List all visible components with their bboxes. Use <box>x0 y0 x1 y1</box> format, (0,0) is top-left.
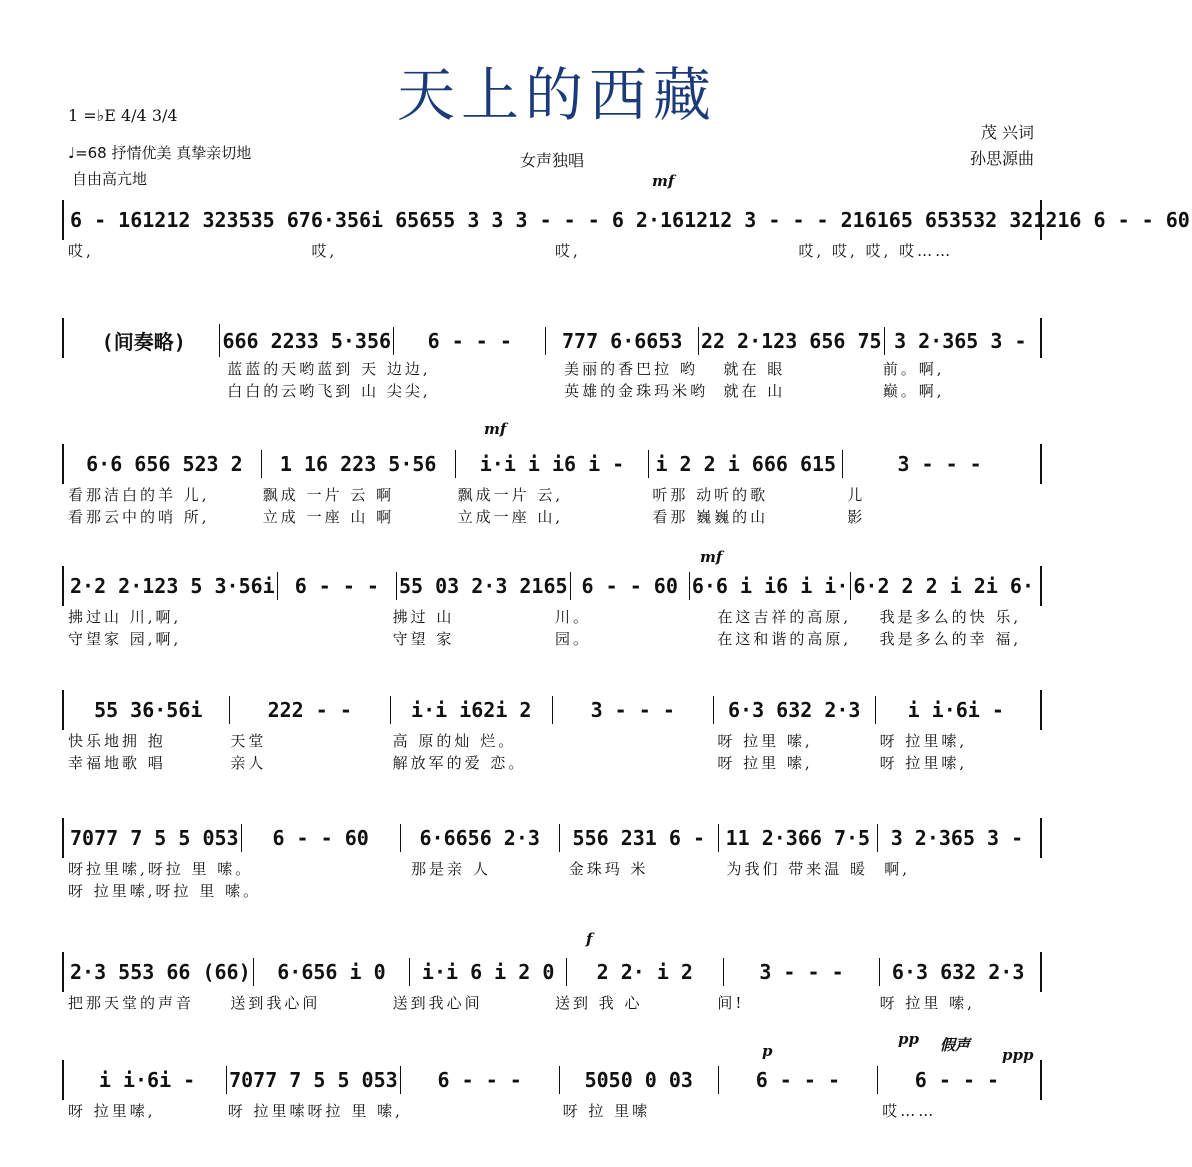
lyric-segment <box>722 1100 882 1122</box>
measure: i 2 2 i 666 615 <box>649 450 843 478</box>
lyric-segment: 飘成一片 云, <box>457 486 564 504</box>
lyric-segment <box>555 730 717 752</box>
dynamic-marking: 假声 <box>940 1036 971 1054</box>
measure: 2·2 2·123 5 3·56i <box>68 572 278 600</box>
dynamic-marking: mf <box>652 172 675 190</box>
lyric-segment: 间! <box>717 994 745 1012</box>
measure: 222 - - <box>230 696 392 724</box>
lyric-segment: 为我们 带来温 暖 <box>726 860 869 878</box>
dynamic-marking: p <box>762 1042 773 1060</box>
measure: 11 2·366 7·5 <box>719 824 878 852</box>
lyric-segment: 哎…… <box>882 1102 937 1120</box>
staff-line <box>62 318 1042 358</box>
dynamic-marking: mf <box>484 420 507 438</box>
lyrics-block <box>62 358 1042 402</box>
notes-row <box>68 206 1190 234</box>
key-signature: 1 =♭E 4/4 3/4 <box>68 106 178 125</box>
staff-line <box>62 818 1042 858</box>
measure: 7077 7 5 5 053 <box>68 824 242 852</box>
measure: i·i i62i 2 <box>391 696 553 724</box>
staff-line <box>62 200 1190 240</box>
page-title: 天上的西藏 <box>396 61 717 129</box>
measure: 6 - - - <box>914 1068 1000 1092</box>
lyric-segment: 边, <box>404 360 431 378</box>
lyric-segment: 巅。啊, <box>882 382 945 400</box>
measure: 666 2233 5·356 <box>220 327 394 355</box>
lyric-line-verse1 <box>68 730 1042 752</box>
lyric-segment <box>886 880 1042 902</box>
lyric-line-verse1 <box>68 358 1042 380</box>
lyric-segment: 看那云中的哨 所, <box>68 508 210 526</box>
measure: 5050 0 03 <box>560 1066 719 1094</box>
lyric-segment: 前。啊, <box>882 360 945 378</box>
lyric-segment: 哎, <box>68 242 94 260</box>
lyric-segment: 在这和谐的高原, <box>717 630 852 648</box>
lyrics-block <box>62 1100 1042 1122</box>
lyric-segment: 蓝蓝的天哟蓝到 天 边 <box>227 360 405 378</box>
lyric-segment: 在这吉祥的高原, <box>717 608 852 626</box>
lyrics-block <box>62 240 1042 262</box>
lyric-segment: 送到 我 心 <box>554 994 643 1012</box>
lyric-segment: 天堂 <box>230 732 267 750</box>
measure: i i·6i - <box>907 698 1004 722</box>
notes-row <box>68 450 1036 478</box>
lyric-segment: 金珠玛 米 <box>568 860 649 878</box>
measure: 55 03 2·3 2165 <box>397 572 571 600</box>
score-system <box>62 952 1042 1014</box>
lyric-segment: 呀 拉里 嗦, <box>717 754 813 772</box>
lyric-segment: 英雄的金珠玛米哟 <box>564 382 709 400</box>
staff-line <box>62 566 1042 606</box>
measure: 6 - - - <box>278 572 397 600</box>
measure: 55 36·56i <box>68 696 230 724</box>
lyric-segment <box>730 880 886 902</box>
lyric-segment: 园。 <box>554 630 591 648</box>
lyric-segment <box>253 858 411 880</box>
voice-type: 女声独唱 <box>520 151 585 170</box>
lyric-segment: 呀 拉里嗦, <box>879 754 968 772</box>
measure: 6·3 632 2·3 <box>714 696 876 724</box>
measure: 3 - - - <box>897 452 982 476</box>
lyric-segment: 儿 <box>847 486 866 504</box>
lyric-line-verse1 <box>68 240 1042 262</box>
measure: 6·656 i 0 <box>254 958 411 986</box>
measure: i·i i i6 i - <box>456 450 650 478</box>
lyric-segment: 呀 拉里嗦,呀拉 里 嗦。 <box>68 882 262 900</box>
lyric-segment: 亲人 <box>230 754 267 772</box>
lyric-segment: 看那洁白的羊 儿, <box>68 486 210 504</box>
notes-row <box>68 696 1036 724</box>
lyric-line-verse2 <box>68 506 1042 528</box>
lyric-segment: 呀拉里嗦,呀拉 里 嗦。 <box>68 860 254 878</box>
notes-row <box>68 1066 1036 1094</box>
measure: i i·6i - <box>68 1066 227 1094</box>
lyric-segment: 哎, 哎, 哎, 哎…… <box>798 242 954 260</box>
dynamic-marking: ppp <box>1002 1046 1034 1064</box>
lyric-line-verse2 <box>68 880 1042 902</box>
measure: i·i 6 i 2 0 <box>410 958 567 986</box>
lyric-segment: 送到我心间 <box>230 994 321 1012</box>
lyric-segment: 把那天堂的声音 <box>68 994 195 1012</box>
lyric-line-verse1 <box>68 606 1042 628</box>
lyric-segment: 拂过山 川,啊, <box>68 608 182 626</box>
notes-row <box>68 572 1036 600</box>
measure: (间奏略) <box>68 324 220 357</box>
lyrics-block <box>62 730 1042 774</box>
measure: 556 231 6 - <box>560 824 719 852</box>
lyric-segment: 高 原的灿 烂。 <box>392 732 517 750</box>
dynamic-marking: mf <box>700 548 723 566</box>
measure: 777 6·6653 <box>546 327 698 355</box>
composer-credit: 孙思源曲 <box>969 149 1034 168</box>
lyric-segment: 立成一座 山, <box>457 508 564 526</box>
staff-line <box>62 690 1042 730</box>
lyric-segment: 飘成 一片 云 啊 <box>262 486 395 504</box>
notes-row <box>68 324 1036 357</box>
dynamic-marking: pp <box>898 1030 919 1048</box>
lyric-segment: 快乐地拥 抱 <box>68 732 166 750</box>
notes-row <box>68 824 1036 852</box>
lyric-line-verse1 <box>68 484 1042 506</box>
lyric-segment: 呀 拉里嗦, <box>68 1102 156 1120</box>
lyric-segment: 拂过 山 <box>392 608 455 626</box>
expression-marking: 自由高亢地 <box>72 170 148 188</box>
measure: 22 2·123 656 75 <box>699 327 885 355</box>
lyricist-credit: 茂 兴词 <box>980 123 1034 142</box>
lyrics-block <box>62 484 1042 528</box>
score-system <box>62 566 1042 650</box>
notes-row <box>68 958 1036 986</box>
lyric-segment: 就在 山 <box>723 382 786 400</box>
measure: 6·6 656 523 2 <box>68 450 262 478</box>
lyric-segment <box>230 606 392 628</box>
lyric-segment: 看那 巍巍的山 <box>652 508 769 526</box>
staff-line <box>62 1060 1042 1100</box>
lyric-segment <box>261 880 417 902</box>
measure: 6 - 161212 323535 676·356i 65655 3 3 3 - - - 6 2·161212 3 - - - 216165 653532 321216 6 - - 60 <box>70 208 1190 232</box>
lyric-line-verse2 <box>68 628 1042 650</box>
score-system <box>62 1060 1042 1122</box>
lyric-segment <box>68 380 227 402</box>
measure: 6 - - 60 <box>571 572 690 600</box>
lyric-segment: 守望家 园,啊, <box>68 630 182 648</box>
lyric-segment: 川。 <box>554 608 591 626</box>
measure: 6·2 2 2 i 2i 6· <box>853 574 1035 598</box>
lyric-segment: 哎, <box>555 242 581 260</box>
measure: 1 16 223 5·56 <box>262 450 456 478</box>
lyrics-block <box>62 606 1042 650</box>
lyric-segment <box>555 752 717 774</box>
lyric-segment <box>573 880 729 902</box>
score-system <box>62 818 1042 902</box>
lyric-segment <box>68 358 227 380</box>
score-system <box>62 690 1042 774</box>
staff-line <box>62 952 1042 992</box>
measure: 3 2·365 3 - <box>894 328 1027 353</box>
measure: 6 - - - <box>401 1066 560 1094</box>
lyric-segment: 立成 一座 山 啊 <box>262 508 395 526</box>
lyric-line-verse2 <box>68 752 1042 774</box>
measure: 6 - - - <box>394 327 546 355</box>
measure: 6·6656 2·3 <box>401 824 560 852</box>
lyric-segment: 我是多么的幸 福, <box>879 630 1022 648</box>
staff-line <box>62 444 1042 484</box>
lyric-segment: 呀 拉里嗦呀拉 里 嗦, <box>227 1102 403 1120</box>
measure: 6 - - - <box>719 1066 878 1094</box>
lyric-segment: 呀 拉里嗦, <box>879 732 968 750</box>
measure: 3 - - - <box>724 958 881 986</box>
lyric-segment: 我是多么的快 乐, <box>879 608 1022 626</box>
lyric-segment: 呀 拉 里嗦 <box>562 1102 651 1120</box>
measure: 3 - - - <box>553 696 715 724</box>
lyric-line-verse1 <box>68 992 1042 1014</box>
lyric-segment: 解放军的爱 恋。 <box>392 754 527 772</box>
measure: 6 - - 60 <box>242 824 401 852</box>
score-system <box>62 444 1042 528</box>
lyric-segment: 送到我心间 <box>392 994 483 1012</box>
lyric-segment <box>230 628 392 650</box>
lyrics-block <box>62 858 1042 902</box>
measure: 6·6 i i6 i i· <box>690 572 852 600</box>
score-system <box>62 318 1042 402</box>
lyric-segment: 听那 动听的歌 <box>652 486 769 504</box>
lyric-segment: 尖, <box>404 382 431 400</box>
lyric-line-verse2 <box>68 380 1042 402</box>
lyric-segment: 幸福地歌 唱 <box>68 754 166 772</box>
score-system <box>62 200 1190 262</box>
measure: 2·3 553 66 (66) <box>68 958 254 986</box>
tempo-marking: ♩=68 抒情优美 真挚亲切地 <box>68 144 252 162</box>
lyric-line-verse1 <box>68 858 1042 880</box>
lyric-segment: 啊, <box>884 860 911 878</box>
dynamic-marking: f <box>586 930 593 948</box>
lyric-segment: 影 <box>847 508 866 526</box>
lyric-segment <box>417 880 573 902</box>
measure: 3 2·365 3 - <box>890 826 1024 850</box>
lyric-segment: 呀 拉里 嗦, <box>879 994 975 1012</box>
lyric-segment: 白白的云哟飞到 山 尖 <box>227 382 405 400</box>
lyric-segment: 呀 拉里 嗦, <box>717 732 813 750</box>
lyric-segment: 那是亲 人 <box>411 860 491 878</box>
measure: 6·3 632 2·3 <box>891 960 1025 984</box>
lyric-line-verse1 <box>68 1100 1042 1122</box>
lyric-segment: 哎, <box>311 242 338 260</box>
lyrics-block <box>62 992 1042 1014</box>
lyric-segment <box>403 1100 563 1122</box>
measure: 2 2· i 2 <box>567 958 724 986</box>
lyric-segment: 美丽的香巴拉 哟 <box>564 360 698 378</box>
lyric-segment: 就在 眼 <box>723 360 786 378</box>
lyric-segment: 守望 家 <box>392 630 455 648</box>
measure: 7077 7 5 5 053 <box>227 1066 401 1094</box>
